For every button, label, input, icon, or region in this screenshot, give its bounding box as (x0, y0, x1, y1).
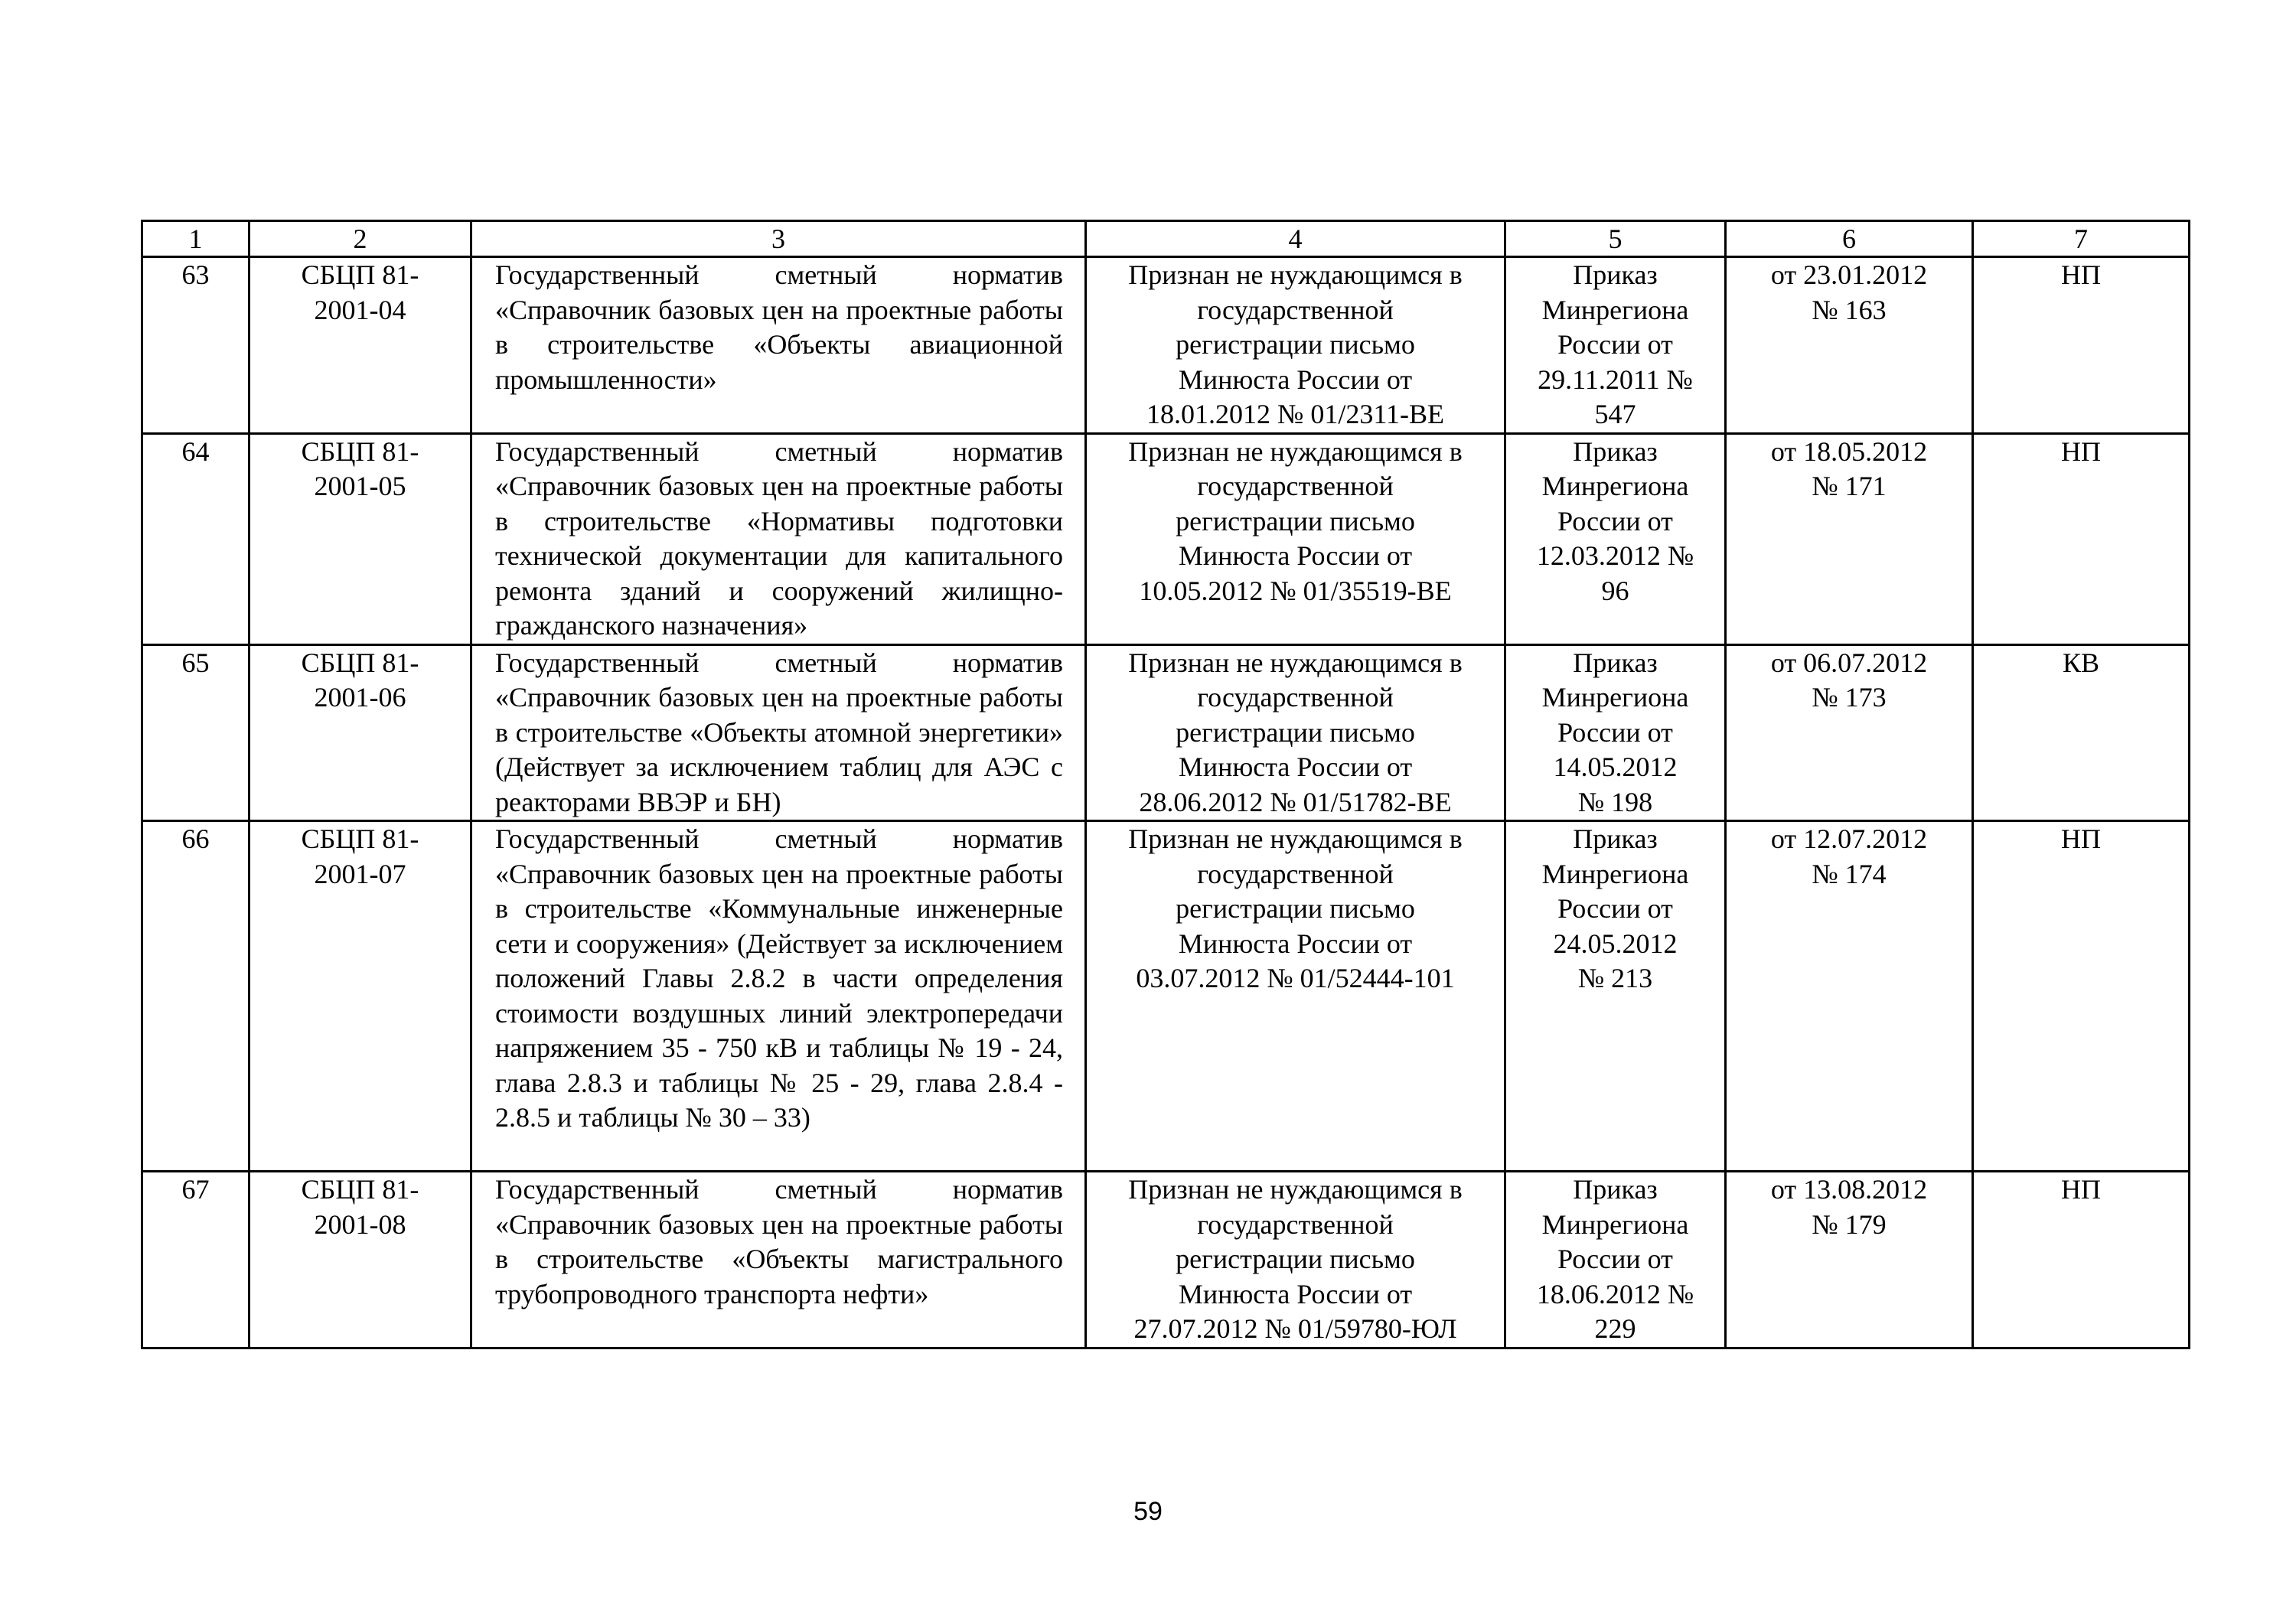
registration-status: Признан не нуждающимся в государственной регистрации письмо Минюста России от 27.07.2012 № 01/59780-ЮЛ (1086, 1172, 1505, 1348)
order-date: от 23.01.2012 № 163 (1726, 257, 1973, 434)
column-number-header: 1 (142, 221, 249, 257)
column-number-header: 7 (1973, 221, 2190, 257)
column-number-header: 4 (1086, 221, 1505, 257)
norm-code: СБЦП 81- 2001-04 (249, 257, 471, 434)
table-row (142, 433, 2190, 644)
column-number-header: 2 (249, 221, 471, 257)
table-row (142, 1172, 2190, 1348)
registration-status: Признан не нуждающимся в государственной регистрации письмо Минюста России от 18.01.2012 № 01/2311-ВЕ (1086, 257, 1505, 434)
table-header-row (142, 221, 2190, 257)
row-number: 67 (142, 1172, 249, 1348)
regulations-table (141, 220, 2190, 1349)
registration-status: Признан не нуждающимся в государственной регистрации письмо Минюста России от 28.06.2012 № 01/51782-ВЕ (1086, 644, 1505, 821)
registration-status: Признан не нуждающимся в государственной регистрации письмо Минюста России от 10.05.2012 № 01/35519-ВЕ (1086, 433, 1505, 644)
table-row (142, 257, 2190, 434)
page-number: 59 (1133, 1497, 1163, 1526)
order-date: от 18.05.2012 № 171 (1726, 433, 1973, 644)
norm-code: СБЦП 81- 2001-07 (249, 821, 471, 1172)
approval-order: Приказ Минрегиона России от 24.05.2012 № 213 (1505, 821, 1726, 1172)
approval-order: Приказ Минрегиона России от 18.06.2012 № 229 (1505, 1172, 1726, 1348)
status-code: КВ (1973, 644, 2190, 821)
column-number-header: 5 (1505, 221, 1726, 257)
norm-code: СБЦП 81- 2001-08 (249, 1172, 471, 1348)
order-date: от 13.08.2012 № 179 (1726, 1172, 1973, 1348)
status-code: НП (1973, 821, 2190, 1172)
status-code: НП (1973, 1172, 2190, 1348)
order-date: от 12.07.2012 № 174 (1726, 821, 1973, 1172)
column-number-header: 6 (1726, 221, 1973, 257)
order-date: от 06.07.2012 № 173 (1726, 644, 1973, 821)
approval-order: Приказ Минрегиона России от 12.03.2012 № 96 (1505, 433, 1726, 644)
norm-code: СБЦП 81- 2001-06 (249, 644, 471, 821)
row-number: 64 (142, 433, 249, 644)
norm-description: Государственный сметный норматив «Справочник базовых цен на проектные работы в строительстве «Объекты авиационной промышленности» (471, 257, 1086, 434)
approval-order: Приказ Минрегиона России от 29.11.2011 № 547 (1505, 257, 1726, 434)
approval-order: Приказ Минрегиона России от 14.05.2012 № 198 (1505, 644, 1726, 821)
row-number: 66 (142, 821, 249, 1172)
norm-code: СБЦП 81- 2001-05 (249, 433, 471, 644)
status-code: НП (1973, 433, 2190, 644)
table-row (142, 644, 2190, 821)
norm-description: Государственный сметный норматив «Справочник базовых цен на проектные работы в строительстве «Коммунальные инженерные сети и сооружения» (Действует за исключением положений Главы 2.8.2 в части определения стоимости воздушных линий электропередачи напряжением 35 - 750 кВ и таблицы № 19 - 24, глава 2.8.3 и таблицы № 25 - 29, глава 2.8.4 - 2.8.5 и таблицы № 30 – 33) (471, 821, 1086, 1172)
column-number-header: 3 (471, 221, 1086, 257)
norm-description: Государственный сметный норматив «Справочник базовых цен на проектные работы в строительстве «Объекты атомной энергетики» (Действует за исключением таблиц для АЭС с реакторами ВВЭР и БН) (471, 644, 1086, 821)
row-number: 65 (142, 644, 249, 821)
norm-description: Государственный сметный норматив «Справочник базовых цен на проектные работы в строительстве «Нормативы подготовки технической документации для капитального ремонта зданий и сооружений жилищно-гражданского назначения» (471, 433, 1086, 644)
status-code: НП (1973, 257, 2190, 434)
registration-status: Признан не нуждающимся в государственной регистрации письмо Минюста России от 03.07.2012 № 01/52444-101 (1086, 821, 1505, 1172)
table-row (142, 821, 2190, 1172)
norm-description: Государственный сметный норматив «Справочник базовых цен на проектные работы в строительстве «Объекты магистрального трубопроводного транспорта нефти» (471, 1172, 1086, 1348)
row-number: 63 (142, 257, 249, 434)
